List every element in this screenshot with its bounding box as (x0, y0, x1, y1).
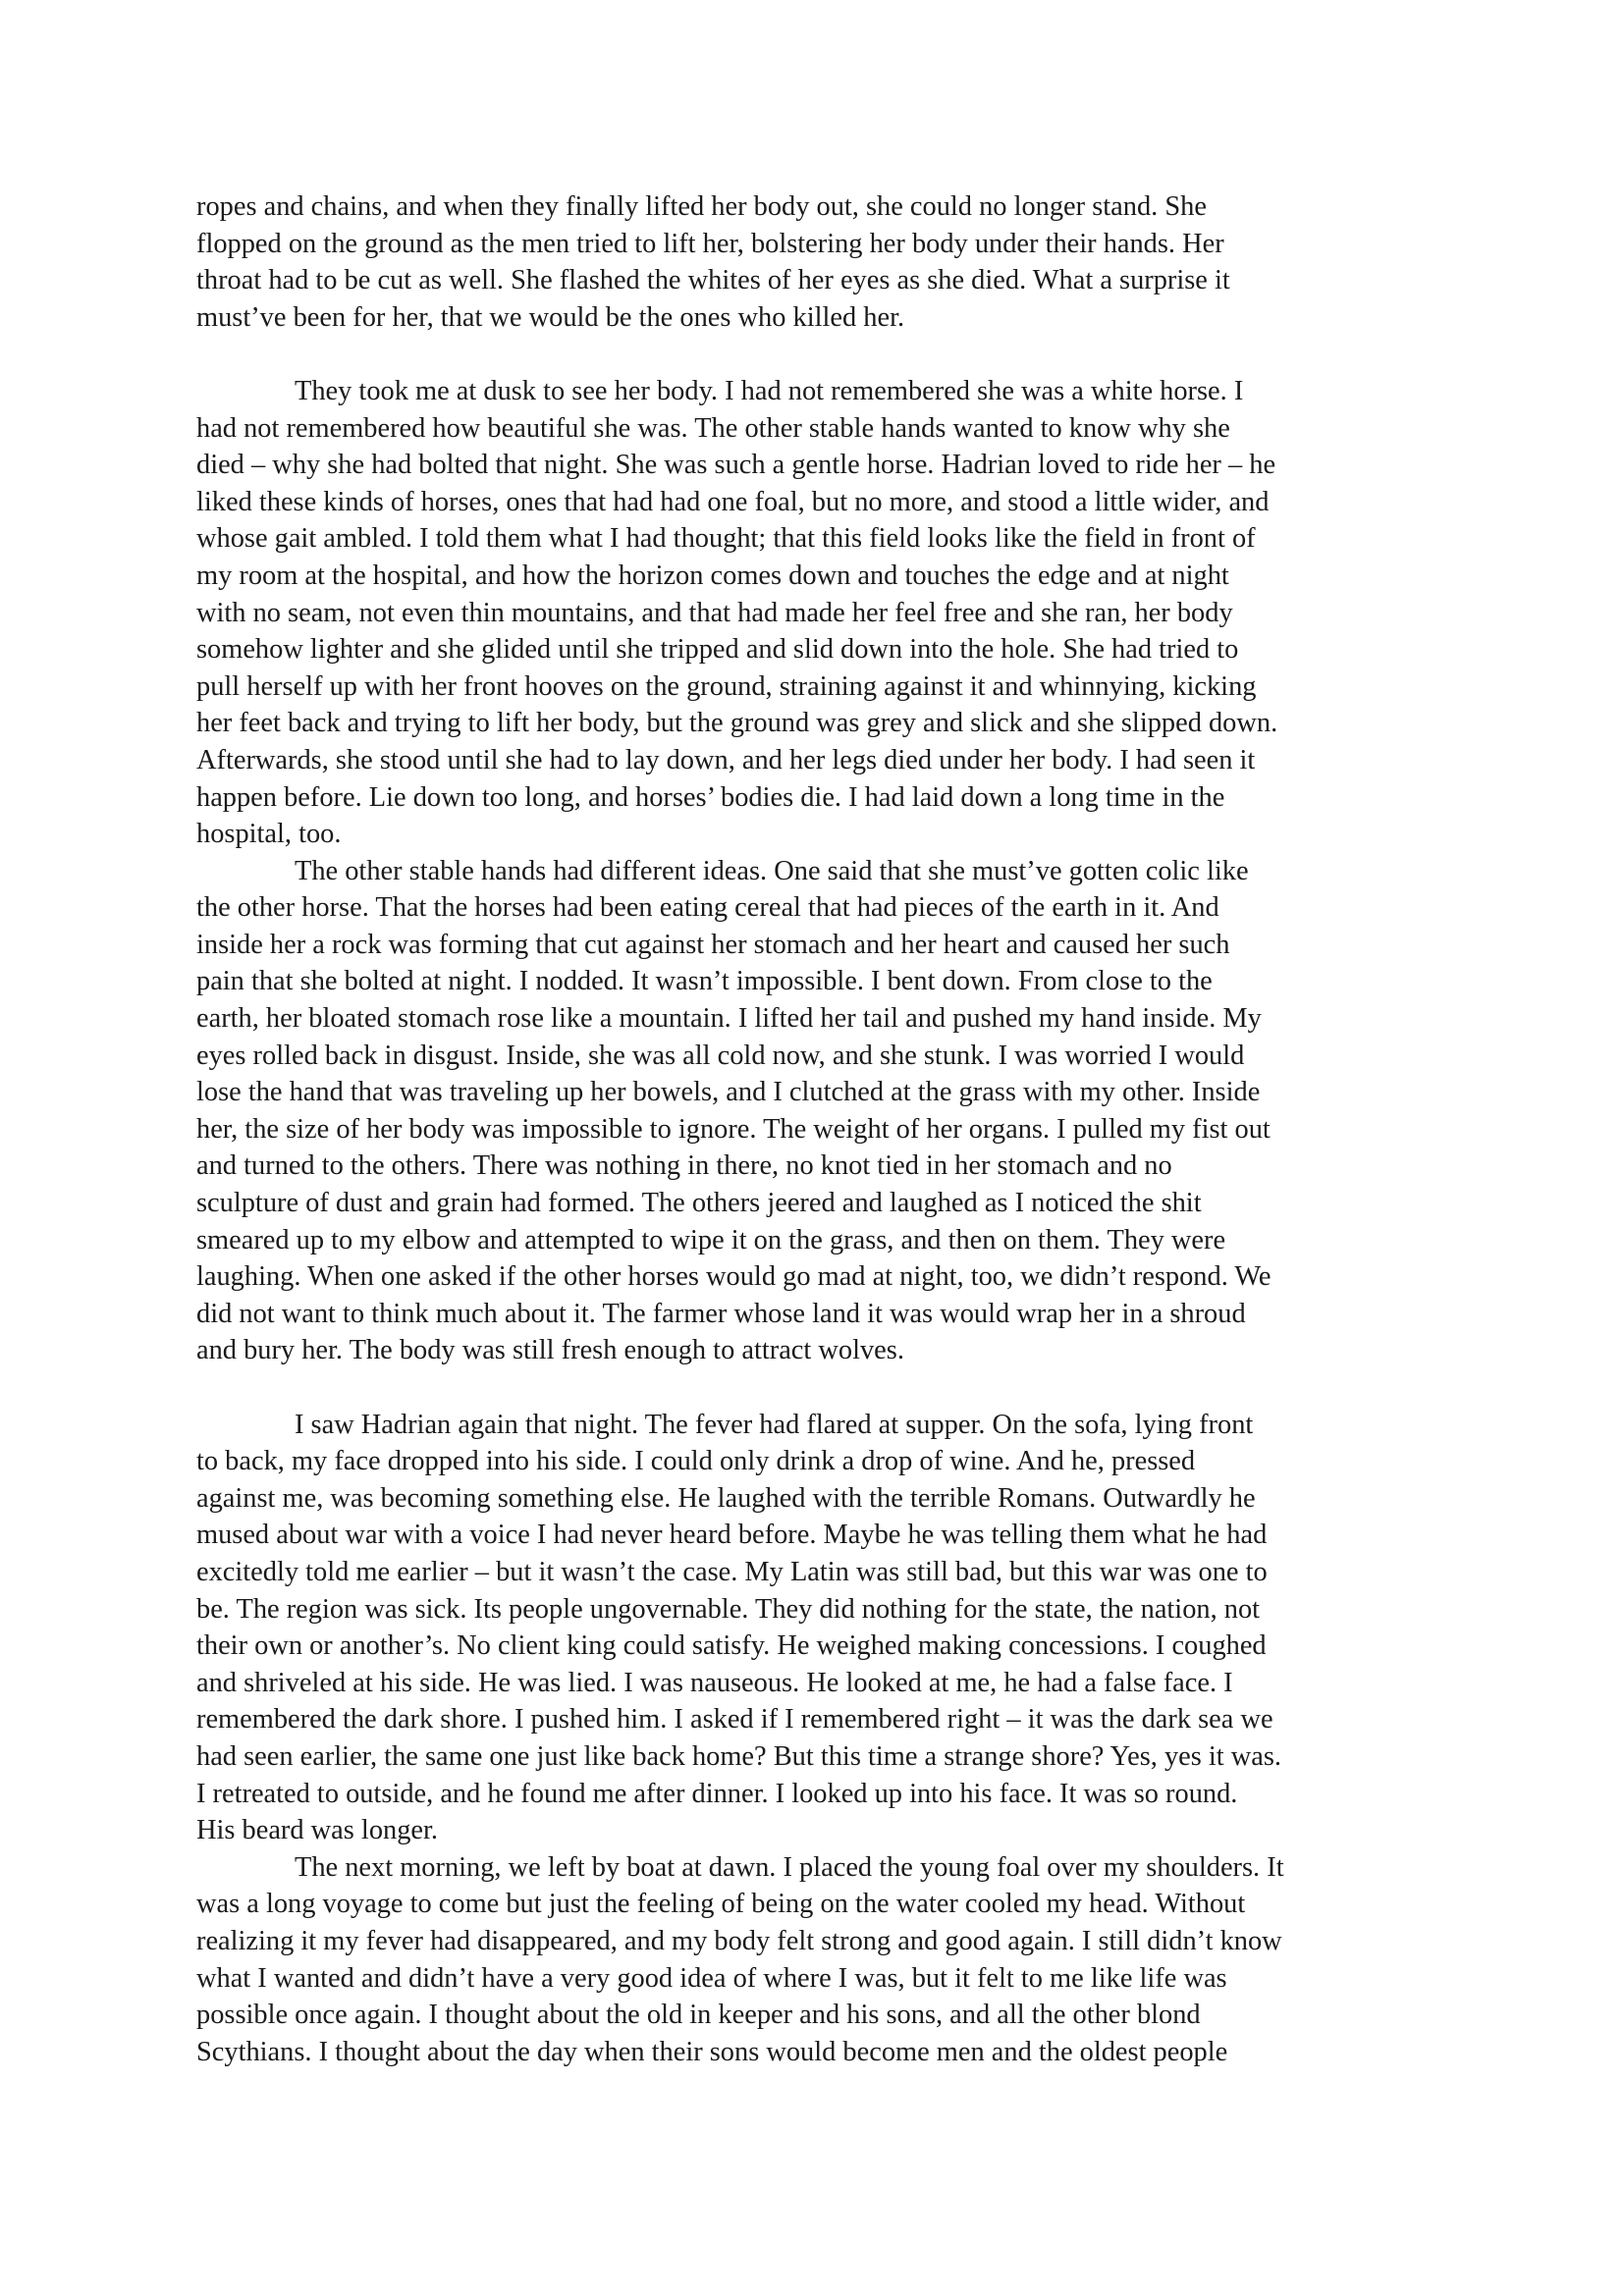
text-line: lose the hand that was traveling up her bowels, and I clutched at the grass with my other. Inside (196, 1077, 1261, 1108)
text-line: flopped on the ground as the men tried to lift her, bolstering her body under their hands. Her (196, 228, 1224, 259)
text-line: be. The region was sick. Its people ungovernable. They did nothing for the state, the nation, not (196, 1593, 1261, 1625)
body-text (196, 188, 1426, 2070)
text-line: had seen earlier, the same one just like back home? But this time a strange shore? Yes, yes it was. (196, 1740, 1282, 1772)
text-line: remembered the dark shore. I pushed him. I asked if I remembered right – it was the dark sea we (196, 1704, 1273, 1735)
text-line: must’ve been for her, that we would be the ones who killed her. (196, 301, 905, 333)
text-line: somehow lighter and she glided until she tripped and slid down into the hole. She had tried to (196, 634, 1239, 666)
text-line: pull herself up with her front hooves on the ground, straining against it and whinnying, kicking (196, 670, 1257, 702)
text-line: I saw Hadrian again that night. The fever had flared at supper. On the sofa, lying front (295, 1409, 1254, 1440)
text-line: inside her a rock was forming that cut against her stomach and her heart and caused her such (196, 929, 1230, 960)
text-line: whose gait ambled. I told them what I had thought; that this field looks like the field in front of (196, 523, 1256, 555)
text-line: throat had to be cut as well. She flashed the whites of her eyes as she died. What a surprise it (196, 265, 1230, 296)
text-line: their own or another’s. No client king could satisfy. He weighed making concessions. I coughed (196, 1630, 1267, 1662)
text-line: my room at the hospital, and how the horizon comes down and touches the edge and at night (196, 560, 1229, 591)
text-line: her feet back and trying to lift her body, but the ground was grey and slick and she slipped down. (196, 708, 1278, 739)
text-line: Scythians. I thought about the day when their sons would become men and the oldest people (196, 2036, 1228, 2067)
text-line: and shriveled at his side. He was lied. I was nauseous. He looked at me, he had a false face. I (196, 1667, 1233, 1698)
text-line: against me, was becoming something else. He laughed with the terrible Romans. Outwardly he (196, 1482, 1256, 1514)
text-line: mused about war with a voice I had never heard before. Maybe he was telling them what he had (196, 1520, 1268, 1551)
text-line: realizing it my fever had disappeared, and my body felt strong and good again. I still didn’t know (196, 1925, 1282, 1956)
text-line: died – why she had bolted that night. She was such a gentle horse. Hadrian loved to ride her – he (196, 450, 1276, 481)
text-line: The next morning, we left by boat at dawn. I placed the young foal over my shoulders. It (295, 1851, 1284, 1883)
text-line: the other horse. That the horses had been eating cereal that had pieces of the earth in it. And (196, 892, 1219, 924)
text-line: did not want to think much about it. The farmer whose land it was would wrap her in a shroud (196, 1298, 1246, 1329)
paragraph-spacer (196, 336, 1426, 373)
text-line: They took me at dusk to see her body. I had not remembered she was a white horse. I (295, 375, 1244, 406)
paragraph-spacer (196, 1369, 1426, 1407)
text-line: had not remembered how beautiful she was. The other stable hands wanted to know why she (196, 412, 1230, 444)
text-line: and turned to the others. There was nothing in there, no knot tied in her stomach and no (196, 1150, 1172, 1182)
paragraph (196, 1849, 1426, 2071)
text-line: with no seam, not even thin mountains, and that had made her feel free and she ran, her body (196, 597, 1233, 628)
text-line: her, the size of her body was impossible to ignore. The weight of her organs. I pulled my fist out (196, 1113, 1271, 1145)
text-line: liked these kinds of horses, ones that had had one foal, but no more, and stood a little wider, and (196, 486, 1270, 517)
text-line: sculpture of dust and grain had formed. The others jeered and laughed as I noticed the shit (196, 1188, 1202, 1219)
text-line: I retreated to outside, and he found me after dinner. I looked up into his face. It was so round. (196, 1778, 1238, 1809)
text-line: excitedly told me earlier – but it wasn’t the case. My Latin was still bad, but this war was one to (196, 1556, 1268, 1587)
text-line: ropes and chains, and when they finally lifted her body out, she could no longer stand. She (196, 191, 1207, 222)
text-line: smeared up to my elbow and attempted to wipe it on the grass, and then on them. They were (196, 1224, 1226, 1255)
text-line: what I wanted and didn’t have a very good idea of where I was, but it felt to me like life was (196, 1962, 1227, 1994)
paragraph (196, 188, 1426, 336)
text-line: Afterwards, she stood until she had to lay down, and her legs died under her body. I had seen it (196, 744, 1256, 775)
paragraph (196, 1407, 1426, 1849)
paragraph (196, 373, 1426, 853)
text-line: laughing. When one asked if the other horses would go mad at night, too, we didn’t respond. We (196, 1261, 1271, 1293)
text-line: His beard was longer. (196, 1815, 438, 1846)
text-line: was a long voyage to come but just the feeling of being on the water cooled my head. Without (196, 1889, 1246, 1920)
text-line: happen before. Lie down too long, and horses’ bodies die. I had laid down a long time in the (196, 781, 1225, 813)
text-line: and bury her. The body was still fresh enough to attract wolves. (196, 1335, 904, 1366)
text-line: earth, her bloated stomach rose like a mountain. I lifted her tail and pushed my hand inside. My (196, 1003, 1262, 1035)
text-line: pain that she bolted at night. I nodded. It wasn’t impossible. I bent down. From close to the (196, 966, 1213, 997)
text-line: The other stable hands had different ideas. One said that she must’ve gotten colic like (295, 855, 1249, 886)
text-line: eyes rolled back in disgust. Inside, she was all cold now, and she stunk. I was worried I would (196, 1040, 1245, 1071)
text-line: to back, my face dropped into his side. I could only drink a drop of wine. And he, pressed (196, 1446, 1196, 1477)
text-line: possible once again. I thought about the old in keeper and his sons, and all the other blond (196, 2000, 1201, 2031)
text-line: hospital, too. (196, 819, 342, 850)
paragraph (196, 853, 1426, 1369)
